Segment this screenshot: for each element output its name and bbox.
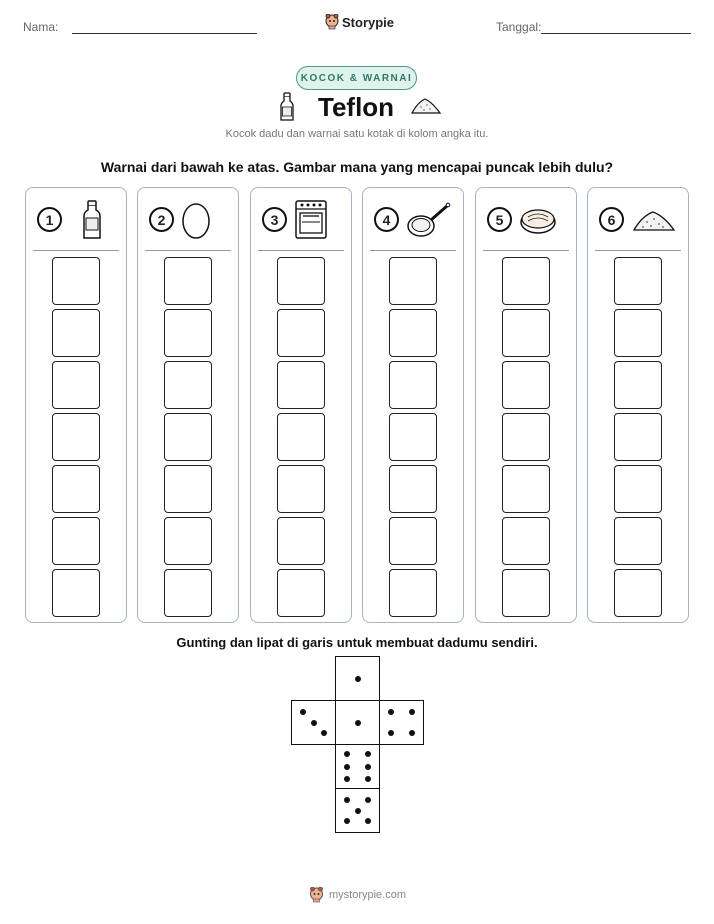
pancake-icon [520,200,564,240]
column-5 [475,187,577,623]
color-box[interactable] [52,309,100,357]
date-label: Tanggal: [496,20,542,34]
dice-pip [300,709,306,715]
name-line[interactable] [72,33,257,34]
bottle-icon [280,92,294,122]
column-divider [595,250,681,251]
flour-pile-icon [410,96,442,116]
dice-pip [344,797,350,803]
page-title: Teflon [318,92,395,122]
color-box[interactable] [164,257,212,305]
column-number: 3 [262,207,287,232]
column-header [26,188,126,250]
color-box[interactable] [389,309,437,357]
color-box[interactable] [52,257,100,305]
color-box[interactable] [164,413,212,461]
dice-pip [365,818,371,824]
name-label: Nama: [23,20,59,34]
color-box[interactable] [277,413,325,461]
color-box[interactable] [502,413,550,461]
color-box[interactable] [164,309,212,357]
footer-url[interactable]: mystorypie.com [329,889,407,901]
dice-pip [355,676,361,682]
dice-pip [365,751,371,757]
color-box[interactable] [52,569,100,617]
color-box[interactable] [614,361,662,409]
color-box[interactable] [164,465,212,513]
color-box[interactable] [164,517,212,565]
color-box[interactable] [389,569,437,617]
column-6 [587,187,689,623]
column-2 [137,187,239,623]
dice-pip [365,776,371,782]
dice-pip [388,709,394,715]
brand-logo [325,14,394,30]
subtitle: Kocok dadu dan warnai satu kotak di kolom angka itu. [225,128,489,140]
egg-icon [182,200,226,240]
dice-pip [344,776,350,782]
dice-pip [321,730,327,736]
dice-pip [344,764,350,770]
color-box[interactable] [52,517,100,565]
color-box[interactable] [502,517,550,565]
color-box[interactable] [389,361,437,409]
frying-pan-icon [407,200,451,240]
color-box[interactable] [277,465,325,513]
column-header [363,188,463,250]
color-box[interactable] [52,413,100,461]
color-box[interactable] [614,309,662,357]
flour-pile-icon [632,200,676,240]
color-box[interactable] [277,361,325,409]
footer [309,887,406,903]
dice-pip [365,797,371,803]
color-box[interactable] [614,465,662,513]
dice-pip [344,818,350,824]
column-number: 6 [599,207,624,232]
column-number: 2 [149,207,174,232]
column-4 [362,187,464,623]
dice-pip [355,720,361,726]
dice-pip [388,730,394,736]
dice-face[interactable] [335,744,380,789]
color-box[interactable] [389,465,437,513]
column-number: 1 [37,207,62,232]
cut-instruction: Gunting dan lipat di garis untuk membuat dadumu sendiri. [176,635,538,650]
column-divider [258,250,344,251]
column-header [251,188,351,250]
color-box[interactable] [277,309,325,357]
storypie-mascot-icon [309,887,324,903]
color-box[interactable] [502,361,550,409]
color-box[interactable] [52,361,100,409]
column-header [138,188,238,250]
color-box[interactable] [502,465,550,513]
column-divider [145,250,231,251]
dice-face[interactable] [335,788,380,833]
dice-face[interactable] [335,700,380,745]
dice-face[interactable] [291,700,336,745]
color-box[interactable] [502,569,550,617]
color-box[interactable] [614,517,662,565]
color-box[interactable] [277,517,325,565]
color-box[interactable] [389,413,437,461]
color-box[interactable] [277,257,325,305]
column-header [588,188,688,250]
dice-face[interactable] [379,700,424,745]
column-header [476,188,576,250]
color-box[interactable] [614,413,662,461]
column-divider [33,250,119,251]
column-1 [25,187,127,623]
column-divider [483,250,569,251]
bottle-icon [70,200,114,240]
column-number: 5 [487,207,512,232]
color-box[interactable] [389,517,437,565]
column-3 [250,187,352,623]
dice-pip [344,751,350,757]
color-box[interactable] [502,257,550,305]
activity-badge: KOCOK & WARNAI [296,66,417,90]
color-box[interactable] [277,569,325,617]
dice-pip [409,730,415,736]
dice-face[interactable] [335,656,380,701]
dice-pip [365,764,371,770]
date-line[interactable] [541,33,691,34]
color-box[interactable] [164,361,212,409]
color-box[interactable] [502,309,550,357]
column-number: 4 [374,207,399,232]
instruction: Warnai dari bawah ke atas. Gambar mana yang mencapai puncak lebih dulu? [100,159,614,175]
oven-icon [295,200,339,240]
color-box[interactable] [164,569,212,617]
column-divider [370,250,456,251]
brand-name: Storypie [342,14,395,30]
dice-pip [311,720,317,726]
color-box[interactable] [52,465,100,513]
storypie-mascot-icon [325,14,339,30]
color-box[interactable] [389,257,437,305]
dice-pip [355,808,361,814]
color-box[interactable] [614,257,662,305]
color-box[interactable] [614,569,662,617]
dice-pip [409,709,415,715]
